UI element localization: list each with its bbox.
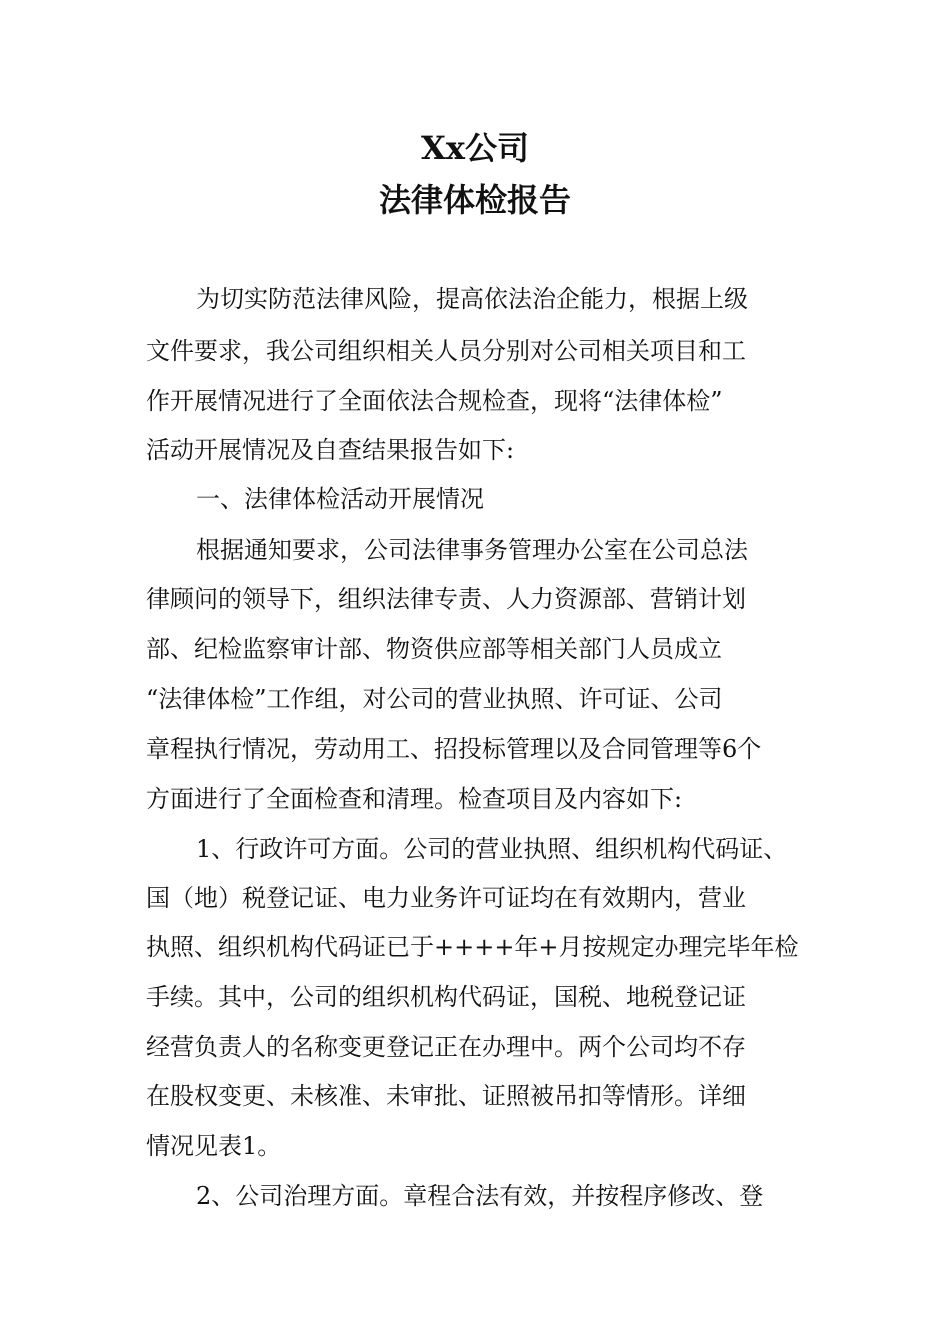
body-line: 根据通知要求，公司法律事务管理办公室在公司总法: [196, 536, 748, 564]
body-line: 1、行政许可方面。公司的营业执照、组织机构代码证、: [196, 835, 788, 863]
body-line: 作开展情况进行了全面依法合规检查，现将“法律体检”: [146, 387, 723, 415]
body-line: 为切实防范法律风险，提高依法治企能力，根据上级: [196, 285, 748, 313]
body-line: 经营负责人的名称变更登记正在办理中。两个公司均不存: [146, 1033, 746, 1061]
section-heading: 一、法律体检活动开展情况: [196, 485, 484, 513]
body-line: 文件要求，我公司组织相关人员分别对公司相关项目和工: [146, 337, 746, 365]
body-line: 活动开展情况及自查结果报告如下:: [146, 436, 515, 464]
body-line: 在股权变更、未核准、未审批、证照被吊扣等情形。详细: [146, 1082, 746, 1110]
body-line: 部、纪检监察审计部、物资供应部等相关部门人员成立: [146, 635, 722, 663]
body-line: 2、公司治理方面。章程合法有效，并按程序修改、登: [196, 1182, 764, 1210]
body-line: 情况见表1。: [146, 1132, 282, 1160]
body-line: 章程执行情况，劳动用工、招投标管理以及合同管理等6个: [146, 735, 762, 763]
document-title-company: Xx公司: [421, 129, 529, 167]
body-line: 国（地）税登记证、电力业务许可证均在有效期内，营业: [146, 884, 746, 912]
body-line: 方面进行了全面检查和清理。检查项目及内容如下:: [146, 785, 683, 813]
body-line: “法律体检”工作组，对公司的营业执照、许可证、公司: [146, 685, 723, 713]
document-title-report: 法律体检报告: [378, 181, 571, 219]
body-line: 执照、组织机构代码证已于++++年+月按规定办理完毕年检: [146, 933, 799, 961]
body-line: 手续。其中，公司的组织机构代码证，国税、地税登记证: [146, 983, 746, 1011]
body-line: 律顾问的领导下，组织法律专责、人力资源部、营销计划: [146, 585, 746, 613]
